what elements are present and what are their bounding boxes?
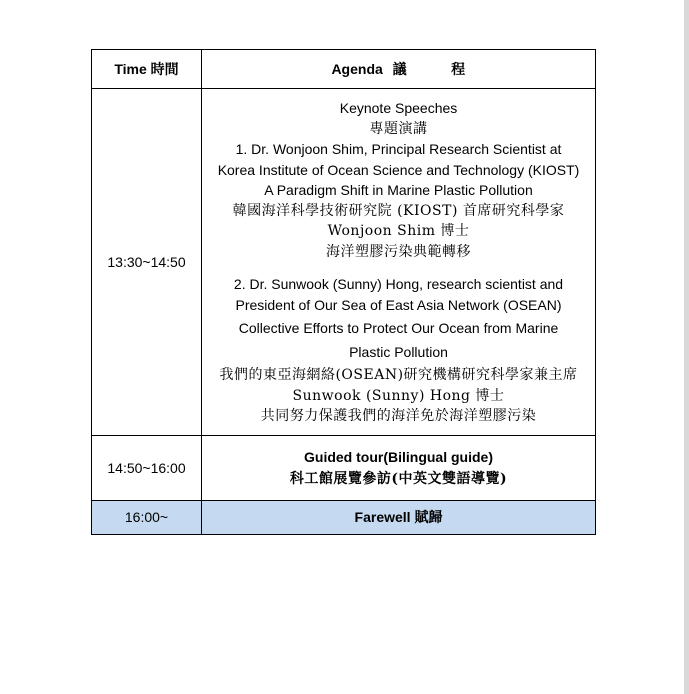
speaker1-topic-cjk: 海洋塑膠污染典範轉移 (326, 243, 471, 260)
speaker1-topic: A Paradigm Shift in Marine Plastic Pollution (264, 182, 533, 198)
table-row-tour (92, 435, 596, 500)
speaker2-topic-line1: Collective Efforts to Protect Our Ocean from Marine (238, 320, 559, 336)
keynote-details (202, 89, 596, 436)
agenda-header-label: Agenda (331, 61, 383, 77)
tour-time: 14:50~16:00 (92, 435, 202, 500)
keynote-time: 13:30~14:50 (92, 89, 202, 436)
table-header-row (92, 50, 596, 89)
speaker2-topic-cjk: 共同努力保護我們的海洋免於海洋塑膠污染 (260, 408, 537, 424)
time-column-header: Time 時間 (92, 50, 202, 89)
agenda-header-cjk-2: 程 (451, 62, 466, 78)
agenda-table (91, 49, 596, 535)
keynote-title-cjk: 專題演講 (369, 120, 428, 137)
speaker2-line1: 2. Dr. Sunwook (Sunny) Hong, research scientist and (233, 276, 564, 292)
speaker2-name-cjk: Sunwook (Sunny) Hong 博士 (292, 387, 505, 404)
speaker-gap (206, 262, 591, 274)
speaker2-affiliation-cjk: 我們的東亞海網絡(OSEAN)研究機構研究科學家兼主席 (219, 367, 578, 383)
farewell-time: 16:00~ (92, 500, 202, 534)
agenda-column-header (202, 50, 596, 89)
speaker2-line2: President of Our Sea of East Asia Network (OSEAN) (235, 296, 562, 313)
speaker1-line2: Korea Institute of Ocean Science and Technology (KIOST) (217, 161, 580, 178)
speaker1-line1: 1. Dr. Wonjoon Shim, Principal Research Scientist at (235, 141, 562, 157)
page-edge (684, 0, 689, 694)
table-row-keynote (92, 89, 596, 436)
tour-title-cjk: 科工館展覽參訪(中英文雙語導覽) (289, 470, 508, 487)
agenda-header-cjk-1: 議 (392, 62, 408, 78)
farewell-title: Farewell 賦歸 (202, 500, 596, 534)
tour-details (202, 435, 596, 500)
speaker2-topic-line2: Plastic Pollution (349, 343, 448, 360)
table-row-farewell (92, 500, 596, 534)
speaker1-name-cjk: Wonjoon Shim 博士 (327, 223, 470, 239)
speaker1-affiliation-cjk: 韓國海洋科學技術研究院 (KIOST) 首席研究科學家 (232, 202, 565, 219)
tour-title: Guided tour(Bilingual guide) (304, 448, 493, 465)
keynote-title: Keynote Speeches (339, 100, 458, 116)
